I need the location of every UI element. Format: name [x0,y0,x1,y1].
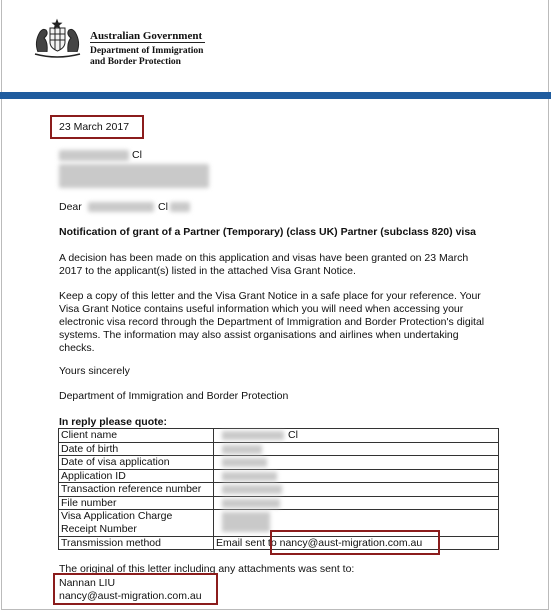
table-row [59,429,499,443]
redacted-value [222,472,277,481]
letter-subject: Notification of grant of a Partner (Temporary) (class UK) Partner (subclass 820) visa [59,226,477,238]
redacted-value [222,512,270,532]
government-name: Australian Government [90,30,203,42]
table-row [59,442,499,456]
redacted-value [222,485,282,494]
table-row [59,469,499,483]
row-value [214,456,499,470]
table-row [59,483,499,497]
redacted-value [222,499,280,508]
row-label: File number [59,496,214,510]
row-value [214,442,499,456]
paragraph-2-line: checks. [59,342,95,354]
redacted-value [222,445,262,454]
redacted-client-name [222,431,284,440]
paragraph-2-line: electronic visa record through the Department of Immigration and Border Protection's digital [59,316,485,328]
table-row [59,496,499,510]
row-label: Client name [59,429,214,443]
department-name-line-1: Department of Immigration [90,46,204,56]
reply-heading: In reply please quote: [59,416,167,428]
transmission-method-value: Email sent to nancy@aust-migration.com.au [214,536,499,550]
sent-to-note: The original of this letter including any attachments was sent to: [59,563,355,575]
row-value [214,429,499,443]
header-blue-bar [0,92,551,99]
paragraph-2-line: Visa Grant Notice contains useful information which you will need when accessing your [59,303,464,315]
recipient-email: nancy@aust-migration.com.au [59,590,202,602]
signature-department: Department of Immigration and Border Protection [59,390,289,402]
row-value [214,469,499,483]
table-row [59,456,499,470]
row-label: Transmission method [59,536,214,550]
email-highlight-box [270,530,440,555]
salutation: Dear [59,201,82,213]
letter-date: 23 March 2017 [59,121,130,133]
row-label [59,510,214,524]
client-name-fragment: Cl [288,429,298,441]
header-rule [90,42,205,43]
row-label: Receipt Number [59,523,214,536]
coat-of-arms-logo [30,14,85,60]
redacted-salutation-name [88,202,154,212]
recipient-name: Nannan LIU [59,577,116,589]
paragraph-1-line: A decision has been made on this application and visas have been granted on 23 March [59,252,469,264]
table-row [59,510,499,524]
row-value [214,510,499,524]
department-name-line-2: and Border Protection [90,57,181,67]
salutation-name-fragment: Cl [158,201,168,213]
row-label: Date of birth [59,442,214,456]
row-label-line: Visa Application Charge [61,510,173,522]
redacted-salutation-name-end [170,202,190,212]
closing: Yours sincerely [59,365,130,377]
redacted-recipient-name [59,150,129,161]
paragraph-2-line: Keep a copy of this letter and the Visa Grant Notice in a safe place for your reference. Your [59,290,481,302]
redacted-recipient-address [59,164,209,188]
paragraph-2-line: systems. The information may also assist organisations and airlines when undertaking [59,329,459,341]
redacted-value [222,458,267,467]
paragraph-1-line: 2017 to the applicant(s) listed in the attached Visa Grant Notice. [59,265,356,277]
row-value [214,496,499,510]
recipient-name-fragment: Cl [132,149,142,161]
row-label: Transaction reference number [59,483,214,497]
row-label: Date of visa application [59,456,214,470]
row-value [214,483,499,497]
row-label: Application ID [59,469,214,483]
